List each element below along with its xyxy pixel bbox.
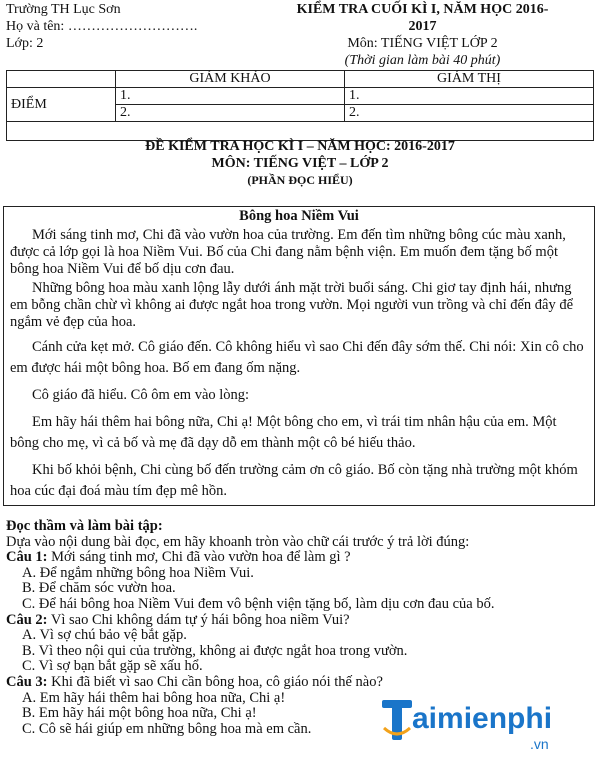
giam-thi-2: 2. — [345, 105, 594, 122]
question-label: Câu 1: — [6, 549, 48, 566]
score-table — [6, 70, 594, 141]
exam-time: (Thời gian làm bài 40 phút) — [344, 53, 501, 68]
watermark-brand: aimienphi — [412, 702, 553, 735]
giam-khao-1: 1. — [116, 88, 345, 105]
passage-paragraph: Mới sáng tinh mơ, Chi đã vào vườn hoa của trường. Em đến tìm những bông cúc màu xanh, được cả lớp gọi là hoa Niềm Vui. Bố của Chi đang nằm bệnh viện. Em muốn đem tặng bố một bông hoa Niềm Vui để bố dịu cơn đau. — [10, 227, 566, 277]
test-part: (PHẦN ĐỌC HIỂU) — [247, 173, 353, 187]
answer-option[interactable]: B. Để chăm sóc vườn hoa. — [22, 580, 176, 597]
passage-paragraph: Khi bố khỏi bệnh, Chi cùng bố đến trường cảm ơn cô giáo. Bố còn tặng nhà trường một khóm hoa cúc đại đoá màu tím đẹp mê hồn. — [10, 462, 578, 499]
answer-option[interactable]: C. Vì sợ bạn bắt gặp sẽ xấu hổ. — [22, 658, 203, 675]
question-label: Câu 3: — [6, 673, 48, 690]
passage-title: Bông hoa Niềm Vui — [239, 208, 359, 224]
giam-thi-header: GIÁM THỊ — [345, 71, 594, 88]
question-1 — [6, 550, 594, 566]
answer-option[interactable]: B. Em hãy hái một bông hoa nữa, Chi ạ! — [22, 705, 257, 722]
answer-option[interactable]: A. Để ngắm những bông hoa Niềm Vui. — [22, 564, 254, 581]
question-3 — [6, 675, 594, 691]
answer-option[interactable]: B. Vì theo nội qui của trường, không ai được ngắt hoa trong vườn. — [22, 642, 408, 659]
score-table-row — [7, 88, 594, 105]
passage-paragraph: Cánh cửa kẹt mở. Cô giáo đến. Cô không hiểu vì sao Chi đến đây sớm thế. Chi nói: Xin cô cho em được hái một bông hoa. Bố em đang ốm nặng. — [10, 339, 584, 376]
score-table-header-row — [7, 71, 594, 88]
empty-cell — [7, 71, 116, 88]
exercise-instruction: Dựa vào nội dung bài đọc, em hãy khoanh tròn vào chữ cái trước ý trả lời đúng: — [6, 533, 470, 550]
question-text: Mới sáng tinh mơ, Chi đã vào vườn hoa để làm gì ? — [47, 549, 351, 566]
passage-paragraph: Cô giáo đã hiểu. Cô ôm em vào lòng: — [32, 387, 250, 403]
exam-info — [250, 1, 595, 69]
test-titles — [0, 138, 600, 189]
reading-passage — [3, 206, 595, 506]
logo-mark-icon — [380, 698, 414, 742]
answer-option[interactable]: C. Cô sẽ hái giúp em những bông hoa mà em cần. — [22, 720, 312, 737]
answer-option[interactable]: A. Vì sợ chú bảo vệ bắt gặp. — [22, 627, 187, 644]
student-class-line: Lớp: 2 — [6, 36, 44, 51]
question-label: Câu 2: — [6, 611, 48, 628]
test-title: ĐỀ KIỂM TRA HỌC KÌ I – NĂM HỌC: 2016-2017 — [145, 139, 455, 154]
exam-title-line1: KIỂM TRA CUỐI KÌ I, NĂM HỌC 2016- — [296, 2, 549, 17]
school-name: Trường TH Lục Sơn — [6, 2, 121, 17]
giam-khao-header: GIÁM KHẢO — [116, 71, 345, 88]
passage-paragraph: Em hãy hái thêm hai bông nữa, Chi ạ! Một bông cho em, vì trái tim nhân hậu của em. Một bông cho mẹ, vì cả bố và mẹ đã dạy dỗ em thành một cô bé hiếu thảo. — [10, 414, 557, 451]
diem-label: ĐIỂM — [7, 88, 116, 122]
question-text: Khi đã biết vì sao Chi cần bông hoa, cô giáo nói thế nào? — [47, 673, 383, 690]
answer-option[interactable]: A. Em hãy hái thêm hai bông hoa nữa, Chi ạ! — [22, 689, 286, 706]
question-text: Vì sao Chi không dám tự ý hái bông hoa niềm Vui? — [47, 611, 350, 628]
student-name-line: Họ và tên: ………………………. — [6, 19, 198, 34]
watermark-logo — [380, 696, 600, 758]
giam-thi-1: 1. — [345, 88, 594, 105]
test-subject: MÔN: TIẾNG VIỆT – LỚP 2 — [211, 156, 389, 171]
exercise-heading: Đọc thầm và làm bài tập: — [6, 518, 163, 534]
giam-khao-2: 2. — [116, 105, 345, 122]
exam-subject: Môn: TIẾNG VIỆT LỚP 2 — [347, 36, 498, 51]
watermark-tld: .vn — [530, 736, 549, 752]
answer-option[interactable]: C. Để hái bông hoa Niềm Vui đem vô bệnh viện tặng bố, làm dịu cơn đau của bố. — [22, 595, 495, 612]
exam-title-line2: 2017 — [408, 19, 437, 34]
exam-header — [0, 0, 600, 70]
passage-paragraph: Những bông hoa màu xanh lộng lẫy dưới ánh mặt trời buổi sáng. Chi giơ tay định hái, nhưng em bỗng chần chừ vì không ai được ngắt hoa trong vườn. Mọi người vun trồng và chỉ đến đây để ngắm vẻ đẹp của hoa. — [10, 280, 574, 330]
student-info — [6, 1, 197, 52]
question-2 — [6, 613, 594, 629]
